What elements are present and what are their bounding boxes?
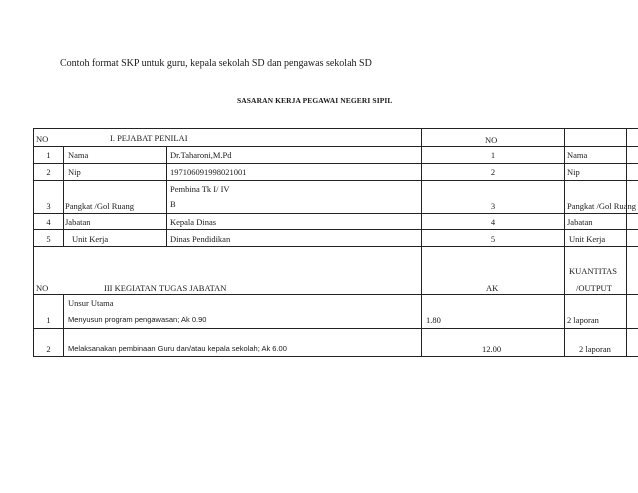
ak-header: AK xyxy=(486,283,499,293)
kegiatan-no-header: NO xyxy=(36,283,49,293)
row-label: Jabatan xyxy=(65,217,91,227)
row-label: Unit Kerja xyxy=(72,234,109,244)
document-title: SASARAN KERJA PEGAWAI NEGERI SIPIL xyxy=(237,96,393,105)
row-no: 3 xyxy=(46,201,51,211)
row-label: Nama xyxy=(68,150,89,160)
row-no-right: 2 xyxy=(490,167,496,177)
row-no-right: 3 xyxy=(490,201,496,211)
row-label: Pangkat /Gol Ruang xyxy=(65,201,134,211)
row-no-right: 5 xyxy=(490,234,496,244)
kegiatan-desc: Melaksanakan pembinaan Guru dan/atau kepala sekolah; Ak 6.00 xyxy=(68,344,287,353)
row-value: 197106091998021001 xyxy=(170,167,247,177)
row-value: Dinas Pendidikan xyxy=(170,234,231,244)
row-value-line2: B xyxy=(170,199,176,209)
kegiatan-output: 2 laporan xyxy=(567,315,599,325)
row-value: Dr.Taharoni,M.Pd xyxy=(170,150,232,160)
row-label-right: Unit Kerja xyxy=(569,234,606,244)
row-label-right: Pangkat /Gol Ruang xyxy=(567,201,636,211)
row-label-right: Nip xyxy=(567,167,580,177)
kegiatan-title: III KEGIATAN TUGAS JABATAN xyxy=(104,283,227,293)
kegiatan-output: 2 laporan xyxy=(579,344,611,354)
pejabat-penilai-header: I. PEJABAT PENILAI xyxy=(110,133,188,143)
intro-text: Contoh format SKP untuk guru, kepala sekolah SD dan pengawas sekolah SD xyxy=(60,58,372,69)
kuantitas-header-line2: /OUTPUT xyxy=(576,283,612,293)
unsur-utama-label: Unsur Utama xyxy=(68,298,114,308)
row-no: 5 xyxy=(46,234,51,244)
row-label-right: Jabatan xyxy=(567,217,593,227)
kegiatan-ak: 12.00 xyxy=(482,344,502,354)
row-no: 4 xyxy=(46,217,51,227)
row-no-right: 1 xyxy=(490,150,496,160)
no-header-right: NO xyxy=(485,135,498,145)
row-no: 2 xyxy=(46,167,51,177)
kuantitas-header-line1: KUANTITAS xyxy=(569,266,617,276)
row-no-right: 4 xyxy=(490,217,496,227)
row-value-line1: Pembina Tk I/ IV xyxy=(170,184,230,194)
kegiatan-no: 2 xyxy=(46,344,51,354)
row-value: Kepala Dinas xyxy=(170,217,217,227)
no-header-left: NO xyxy=(36,134,49,144)
kegiatan-ak: 1.80 xyxy=(426,315,441,325)
kegiatan-desc: Menyusun program pengawasan; Ak 0.90 xyxy=(68,315,207,324)
row-label-right: Nama xyxy=(567,150,588,160)
row-label: Nip xyxy=(68,167,81,177)
row-no: 1 xyxy=(46,150,51,160)
kegiatan-no: 1 xyxy=(46,315,51,325)
